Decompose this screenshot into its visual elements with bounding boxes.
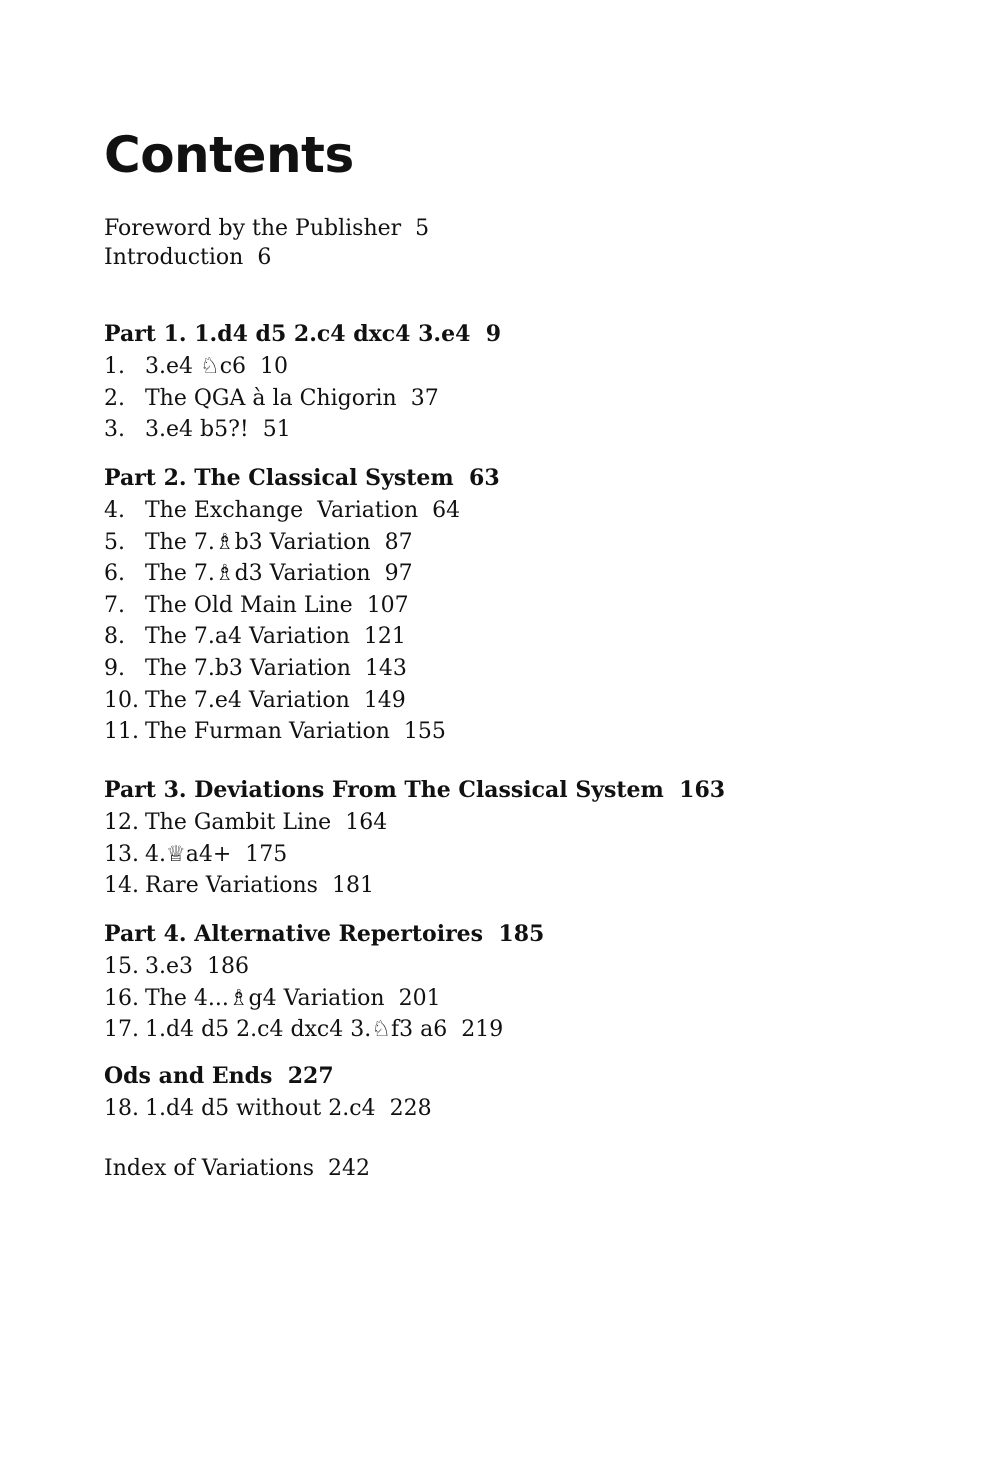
part-page: 185 xyxy=(498,921,545,947)
back-matter xyxy=(104,1154,370,1183)
chapter-number: 2. xyxy=(104,385,125,411)
chapter-page: 164 xyxy=(345,810,388,835)
chapter-number: 6. xyxy=(104,561,125,587)
chapter-title: 3.e3 xyxy=(145,954,194,979)
chapter-page: 37 xyxy=(410,385,439,411)
part-page: 227 xyxy=(287,1063,334,1089)
entry-label: Index of Variations xyxy=(104,1156,314,1181)
toc-entry-index[interactable] xyxy=(104,1154,370,1183)
chapter-page: 149 xyxy=(363,687,406,713)
toc-chapter-17[interactable] xyxy=(104,1014,544,1046)
chapter-title: The QGA à la Chigorin xyxy=(145,385,397,411)
part-title: Part 4. Alternative Repertoires xyxy=(104,921,484,947)
toc-part-4 xyxy=(104,920,544,1046)
part-title: Part 1. 1.d4 d5 2.c4 dxc4 3.e4 xyxy=(104,321,471,347)
chapter-title: The Gambit Line xyxy=(145,810,332,835)
toc-chapter-11[interactable] xyxy=(104,716,500,748)
chapter-number: 16. xyxy=(104,985,139,1011)
chapter-number: 4. xyxy=(104,498,125,523)
entry-page: 6 xyxy=(257,245,272,270)
toc-chapter-16[interactable] xyxy=(104,983,544,1015)
toc-chapter-13[interactable] xyxy=(104,839,725,871)
toc-chapter-15[interactable] xyxy=(104,951,544,983)
part-page: 163 xyxy=(679,777,726,803)
chapter-title: 3.e4 b5?! xyxy=(145,417,249,443)
chapter-title: The 7.e4 Variation xyxy=(145,687,350,713)
toc-chapter-3[interactable] xyxy=(104,414,501,446)
entry-label: Introduction xyxy=(104,245,244,270)
part-title: Ods and Ends xyxy=(104,1063,273,1089)
chapter-page: 201 xyxy=(398,985,441,1011)
chapter-page: 10 xyxy=(260,354,289,379)
toc-entry-introduction[interactable] xyxy=(104,243,429,272)
chapter-page: 186 xyxy=(207,954,250,979)
toc-chapter-5[interactable] xyxy=(104,527,500,559)
toc-chapter-2[interactable] xyxy=(104,383,501,415)
chapter-title: The Exchange Variation xyxy=(145,498,419,523)
toc-part-2 xyxy=(104,464,500,748)
chapter-number: 17. xyxy=(104,1017,139,1043)
part-heading[interactable] xyxy=(104,320,501,348)
chapter-title: 1.d4 d5 without 2.c4 xyxy=(145,1096,376,1121)
toc-chapter-6[interactable] xyxy=(104,558,500,590)
chapter-number: 5. xyxy=(104,529,125,555)
part-page: 9 xyxy=(485,321,502,347)
toc-chapter-1[interactable] xyxy=(104,351,501,383)
toc-chapter-8[interactable] xyxy=(104,621,500,653)
chapter-title: The 7.a4 Variation xyxy=(145,624,350,650)
chapter-number: 11. xyxy=(104,719,139,745)
toc-chapter-12[interactable] xyxy=(104,807,725,839)
toc-chapter-18[interactable] xyxy=(104,1093,432,1125)
chapter-title: The Furman Variation xyxy=(145,719,390,745)
toc-chapter-14[interactable] xyxy=(104,870,725,902)
chapter-page: 219 xyxy=(461,1017,504,1043)
chapter-page: 97 xyxy=(384,561,413,587)
chapter-page: 107 xyxy=(366,592,409,618)
toc-part-3 xyxy=(104,776,725,902)
chapter-number: 9. xyxy=(104,655,125,681)
entry-label: Foreword by the Publisher xyxy=(104,216,402,241)
part-title: Part 2. The Classical System xyxy=(104,465,454,491)
part-title: Part 3. Deviations From The Classical System xyxy=(104,777,664,803)
chapter-title: The 4...♗g4 Variation xyxy=(145,985,385,1011)
part-page: 63 xyxy=(469,465,500,491)
page-title: Contents xyxy=(104,126,354,184)
toc-entry-foreword[interactable] xyxy=(104,214,429,243)
front-matter xyxy=(104,214,429,272)
chapter-number: 14. xyxy=(104,873,139,899)
chapter-title: The 7.♗d3 Variation xyxy=(145,561,371,587)
part-heading[interactable] xyxy=(104,1062,432,1090)
chapter-number: 18. xyxy=(104,1096,139,1121)
chapter-title: The 7.b3 Variation xyxy=(145,655,351,681)
toc-part-ods-and-ends xyxy=(104,1062,432,1125)
chapter-number: 1. xyxy=(104,354,125,379)
part-heading[interactable] xyxy=(104,920,544,948)
chapter-title: The Old Main Line xyxy=(145,592,353,618)
chapter-page: 87 xyxy=(384,529,413,555)
chapter-number: 15. xyxy=(104,954,139,979)
chapter-title: Rare Variations xyxy=(145,873,318,899)
part-heading[interactable] xyxy=(104,464,500,492)
chapter-title: The 7.♗b3 Variation xyxy=(145,529,371,555)
chapter-page: 51 xyxy=(262,417,291,443)
chapter-title: 4.♕a4+ xyxy=(145,841,232,867)
chapter-number: 3. xyxy=(104,417,125,443)
chapter-page: 181 xyxy=(331,873,374,899)
chapter-page: 175 xyxy=(245,841,288,867)
chapter-number: 7. xyxy=(104,592,125,618)
entry-page: 242 xyxy=(327,1156,370,1181)
chapter-number: 10. xyxy=(104,687,139,713)
chapter-title: 3.e4 ♘c6 xyxy=(145,354,247,379)
chapter-title: 1.d4 d5 2.c4 dxc4 3.♘f3 a6 xyxy=(145,1017,448,1043)
part-heading[interactable] xyxy=(104,776,725,804)
chapter-page: 64 xyxy=(432,498,461,523)
chapter-number: 12. xyxy=(104,810,139,835)
chapter-page: 155 xyxy=(403,719,446,745)
chapter-number: 8. xyxy=(104,624,125,650)
chapter-page: 143 xyxy=(364,655,407,681)
toc-chapter-10[interactable] xyxy=(104,685,500,717)
toc-part-1 xyxy=(104,320,501,446)
toc-chapter-4[interactable] xyxy=(104,495,500,527)
toc-chapter-7[interactable] xyxy=(104,590,500,622)
chapter-page: 121 xyxy=(363,624,406,650)
chapter-page: 228 xyxy=(389,1096,432,1121)
toc-chapter-9[interactable] xyxy=(104,653,500,685)
entry-page: 5 xyxy=(415,216,430,241)
chapter-number: 13. xyxy=(104,841,139,867)
